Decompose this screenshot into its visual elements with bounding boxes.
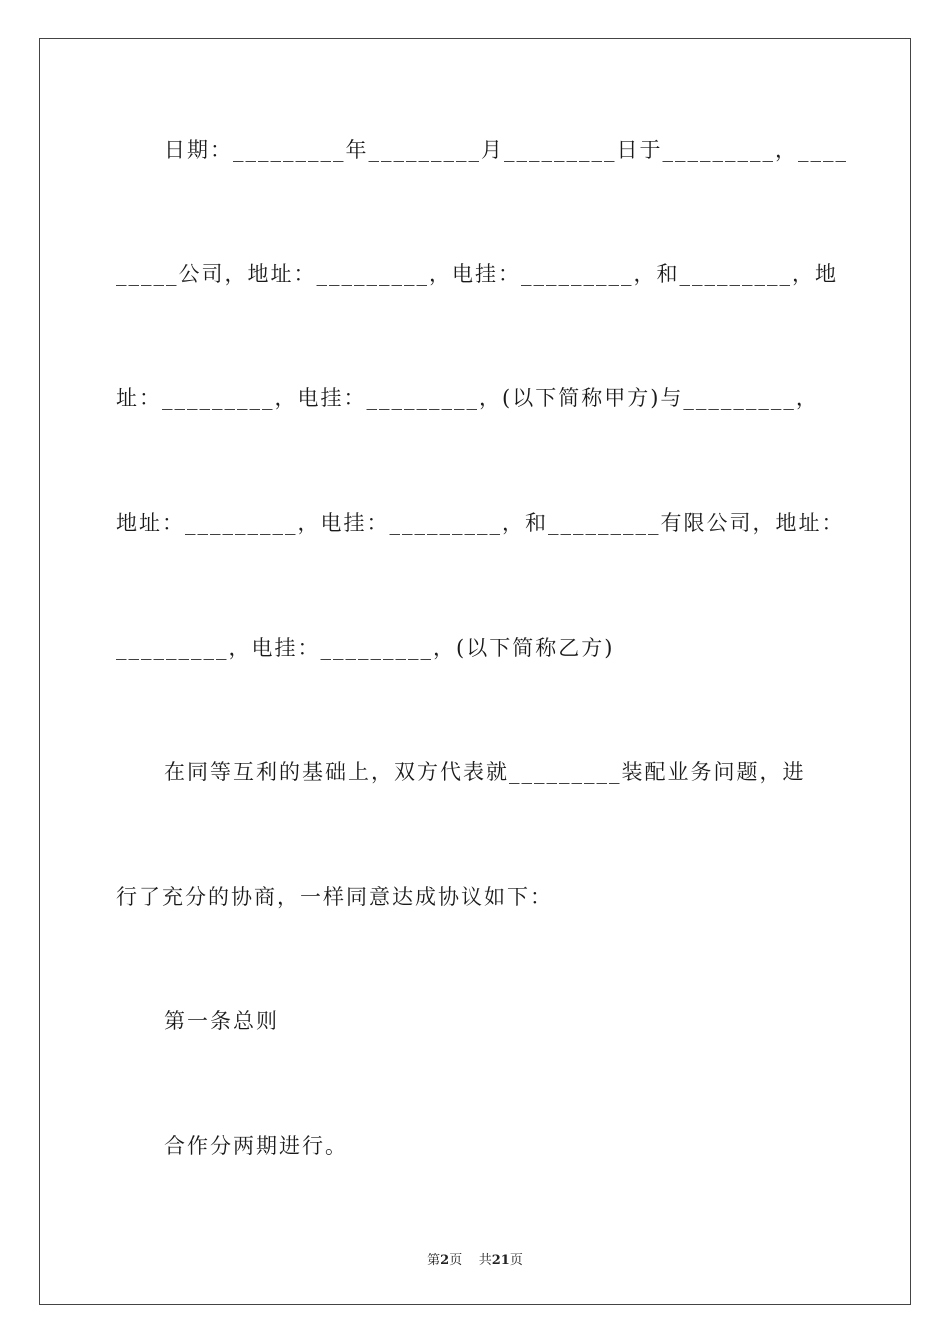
paragraph-line-phases: 合作分两期进行。 bbox=[164, 1134, 348, 1158]
paragraph-line-party-a: 址：_________，电挂：_________，(以下简称甲方)与_________， bbox=[116, 386, 819, 410]
footer-total-pages: 21 bbox=[491, 1253, 510, 1268]
paragraph-line-address: 地址：_________，电挂：_________，和_________有限公司，地址： bbox=[116, 511, 845, 535]
section-heading-article-1: 第一条总则 bbox=[164, 1009, 279, 1033]
footer-total-suffix: 页 bbox=[509, 1253, 523, 1268]
paragraph-line-agreement: 行了充分的协商，一样同意达成协议如下： bbox=[116, 885, 553, 909]
footer-page-suffix: 页 bbox=[449, 1253, 463, 1268]
paragraph-line-company: _____公司，地址：_________，电挂：_________，和_________，地 bbox=[116, 262, 838, 286]
footer-page-prefix: 第 bbox=[427, 1253, 441, 1268]
paragraph-line-basis: 在同等互利的基础上，双方代表就_________装配业务问题，进 bbox=[164, 760, 806, 784]
page-frame bbox=[39, 38, 911, 1305]
paragraph-line-date: 日期：_________年_________月_________日于_________，____ bbox=[164, 138, 848, 162]
footer-total-prefix: 共 bbox=[478, 1253, 492, 1268]
page-footer bbox=[0, 1249, 950, 1268]
footer-page-number: 2 bbox=[440, 1253, 450, 1268]
paragraph-line-party-b: _________，电挂：_________，(以下简称乙方) bbox=[116, 636, 615, 660]
